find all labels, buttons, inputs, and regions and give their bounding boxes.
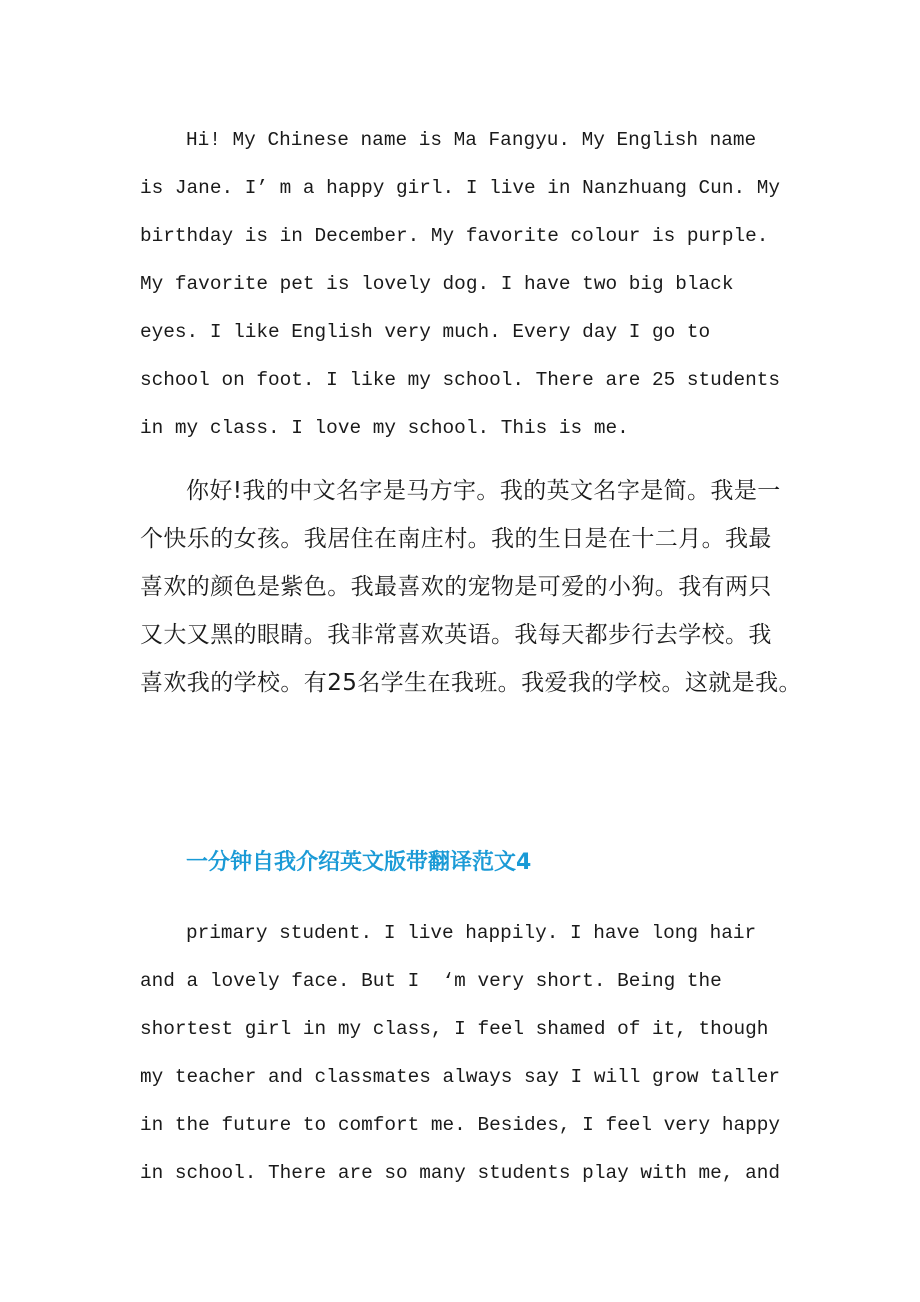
text-line: and a lovely face. But I ‘m very short. Being the [140,970,722,992]
paragraph-chinese-translation [140,467,820,707]
text-line: my teacher and classmates always say I will grow taller [140,1066,780,1088]
text-line: in school. There are so many students play with me, and [140,1162,780,1184]
text-line: birthday is in December. My favorite colour is purple. [140,225,769,247]
text-line: eyes. I like English very much. Every day I go to [140,321,711,343]
text-line: 个快乐的女孩。我居住在南庄村。我的生日是在十二月。我最 [140,526,772,552]
text-line: 你好!我的中文名字是马方宇。我的英文名字是简。我是一 [186,478,781,504]
text-line: in my class. I love my school. This is me. [140,417,629,439]
text-line: 喜欢的颜色是紫色。我最喜欢的宠物是可爱的小狗。我有两只 [140,574,772,600]
text-line: Hi! My Chinese name is Ma Fangyu. My English name [186,129,757,151]
text-line: My favorite pet is lovely dog. I have two big black [140,273,734,295]
text-line: school on foot. I like my school. There are 25 students [140,369,780,391]
text-line: primary student. I live happily. I have long hair [186,922,757,944]
text-line: 又大又黑的眼睛。我非常喜欢英语。我每天都步行去学校。我 [140,622,772,648]
text-line: 喜欢我的学校。有25名学生在我班。我爱我的学校。这就是我。 [140,670,802,696]
text-line: in the future to comfort me. Besides, I feel very happy [140,1114,780,1136]
paragraph-english-sample-4 [140,909,820,1197]
section-heading: 一分钟自我介绍英文版带翻译范文4 [186,850,532,875]
text-line: shortest girl in my class, I feel shamed of it, though [140,1018,769,1040]
text-line: is Jane. I’ m a happy girl. I live in Nanzhuang Cun. My [140,177,780,199]
paragraph-english-intro [140,116,820,452]
